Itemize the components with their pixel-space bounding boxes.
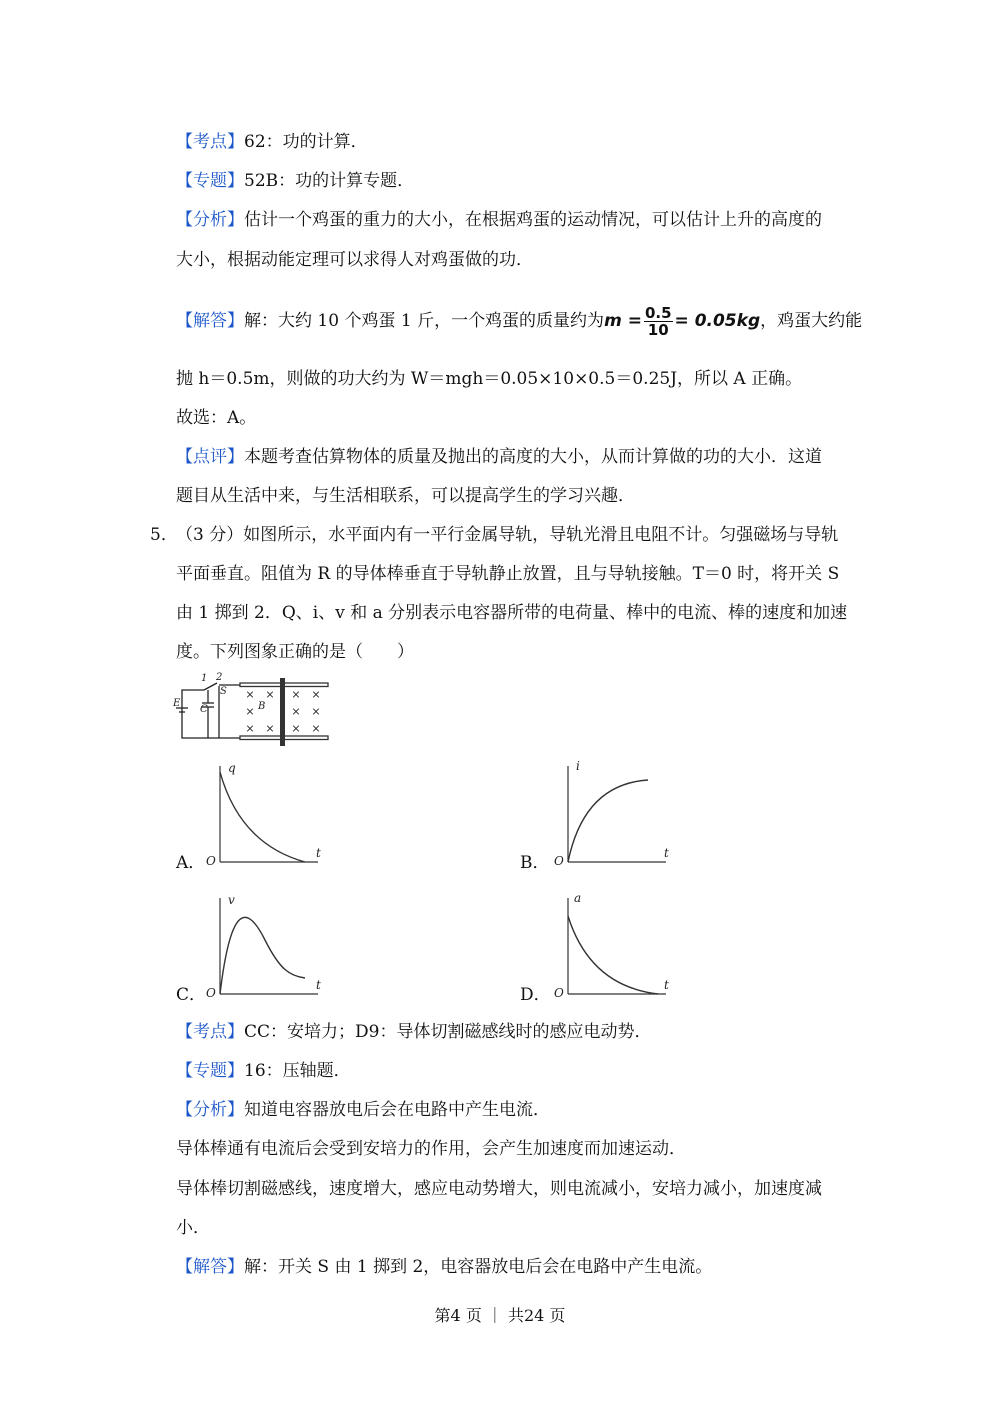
field-mark: × [291,705,301,718]
kaodian-text: CC：安培力；D9：导体切割磁感线时的感应电动势． [244,1022,652,1042]
zhuanti-tag: 【专题】 [176,1061,244,1081]
option-d-letter: D． [520,985,551,1005]
field-mark: × [245,705,255,718]
option-b-graph [548,758,678,868]
q4-kaodian [176,130,368,154]
switch-label-1: 1 [201,673,208,684]
origin-label: O [554,986,564,1000]
battery-label-E: E [173,698,181,709]
jieda-tag: 【解答】 [176,311,244,331]
fenxi-line1: 估计一个鸡蛋的重力的大小，在根据鸡蛋的运动情况，可以估计上升的高度的 [244,210,822,230]
zhuanti-tag: 【专题】 [176,171,244,191]
q4-zhuanti [176,169,414,193]
q5-line3: 由 1 掷到 2．Q、i、v 和 a 分别表示电容器所带的电荷量、棒中的电流、棒的速度和加速 [176,603,848,623]
kaodian-tag: 【考点】 [176,1022,244,1042]
q5-zhuanti [176,1059,351,1083]
y-label: q [228,761,236,775]
x-label: t [664,978,669,992]
page-footer: 第4 页 ｜ 共24 页 [434,1306,566,1325]
formula-m: m = [604,311,642,331]
x-label: t [316,978,321,992]
field-mark: × [311,705,321,718]
kaodian-tag: 【考点】 [176,132,244,152]
jieda-text: 解：开关 S 由 1 掷到 2，电容器放电后会在电路中产生电流。 [244,1257,713,1277]
option-c-graph [200,890,330,1000]
fenxi-text: 知道电容器放电后会在电路中产生电流． [244,1100,550,1120]
circuit-diagram [170,672,335,752]
field-mark: × [311,688,321,701]
option-a-letter: A． [176,853,206,873]
q5-kaodian [176,1020,651,1044]
switch-label-2: 2 [216,672,223,683]
option-b-letter: B． [520,853,550,873]
option-a-graph [200,758,330,868]
jieda-tag: 【解答】 [176,1257,244,1277]
q-curve [220,772,305,862]
field-mark: × [245,722,255,735]
x-label: t [316,846,321,860]
v-curve [220,917,305,994]
q5-line4: 度。下列图象正确的是（ ） [176,642,414,662]
option-c-letter: C． [176,985,207,1005]
x-label: t [664,846,669,860]
zhuanti-text: 16：压轴题． [244,1061,351,1081]
y-label: i [576,759,580,773]
field-mark: × [265,688,275,701]
q4-jieda-line2: 抛 h＝0.5m，则做的功大约为 W＝mgh＝0.05×10×0.5＝0.25J，所以 A 正确。 [176,369,803,389]
q4-fenxi-line2: 大小，根据动能定理可以求得人对鸡蛋做的功． [176,250,533,270]
q5-jieda [176,1255,712,1279]
q5-fenxi [176,1098,550,1122]
q4-guxuan: 故选：A。 [176,408,257,428]
formula-denominator: 10 [647,321,669,339]
switch-blade [204,683,217,690]
field-mark: × [291,722,301,735]
jieda-line1-post: ，鸡蛋大约能 [760,311,863,331]
q4-jieda [176,303,862,339]
formula-result: = 0.05kg [674,311,761,331]
formula-fraction [644,305,673,338]
a-curve [568,916,658,994]
fenxi-tag: 【分析】 [176,1100,244,1120]
kaodian-text: 62：功的计算． [244,132,368,152]
y-label: v [228,893,235,907]
origin-label: O [554,854,564,868]
origin-label: O [206,854,216,868]
dianping-tag: 【点评】 [176,447,244,467]
conductor-rod [280,678,285,746]
q5-para2-line2: 小． [176,1218,210,1238]
q4-fenxi [176,208,822,232]
y-label: a [574,891,582,905]
switch-label-S: S [220,686,227,697]
field-label-B: B [258,701,266,712]
origin-label: O [206,986,216,1000]
circuit-wire-top-left [182,690,204,702]
option-d-graph [548,890,678,1000]
q5-line1: （3 分）如图所示，水平面内有一平行金属导轨，导轨光滑且电阻不计。匀强磁场与导轨 [176,525,839,545]
q5-para1: 导体棒通有电流后会受到安培力的作用，会产生加速度而加速运动． [176,1139,686,1159]
capacitor-label-C: C [200,704,208,715]
field-mark: × [245,688,255,701]
fenxi-tag: 【分析】 [176,210,244,230]
q4-dianping [176,445,822,469]
i-curve [568,780,648,862]
field-mark: × [311,722,321,735]
q5-number: 5． [150,525,178,545]
zhuanti-text: 52B：功的计算专题． [244,171,415,191]
field-mark: × [265,722,275,735]
q5-line2: 平面垂直。阻值为 R 的导体棒垂直于导轨静止放置，且与导轨接触。T＝0 时，将开关 S [176,564,840,584]
q4-dianping-line2: 题目从生活中来，与生活相联系，可以提高学生的学习兴趣． [176,486,635,506]
formula-numerator: 0.5 [644,304,672,322]
jieda-line1-pre: 解：大约 10 个鸡蛋 1 斤，一个鸡蛋的质量约为 [244,311,605,331]
q5-para2-line1: 导体棒切割磁感线，速度增大，感应电动势增大，则电流减小，安培力减小，加速度减 [176,1179,822,1199]
dianping-line1: 本题考查估算物体的质量及抛出的高度的大小，从而计算做的功的大小．这道 [244,447,822,467]
field-mark: × [291,688,301,701]
